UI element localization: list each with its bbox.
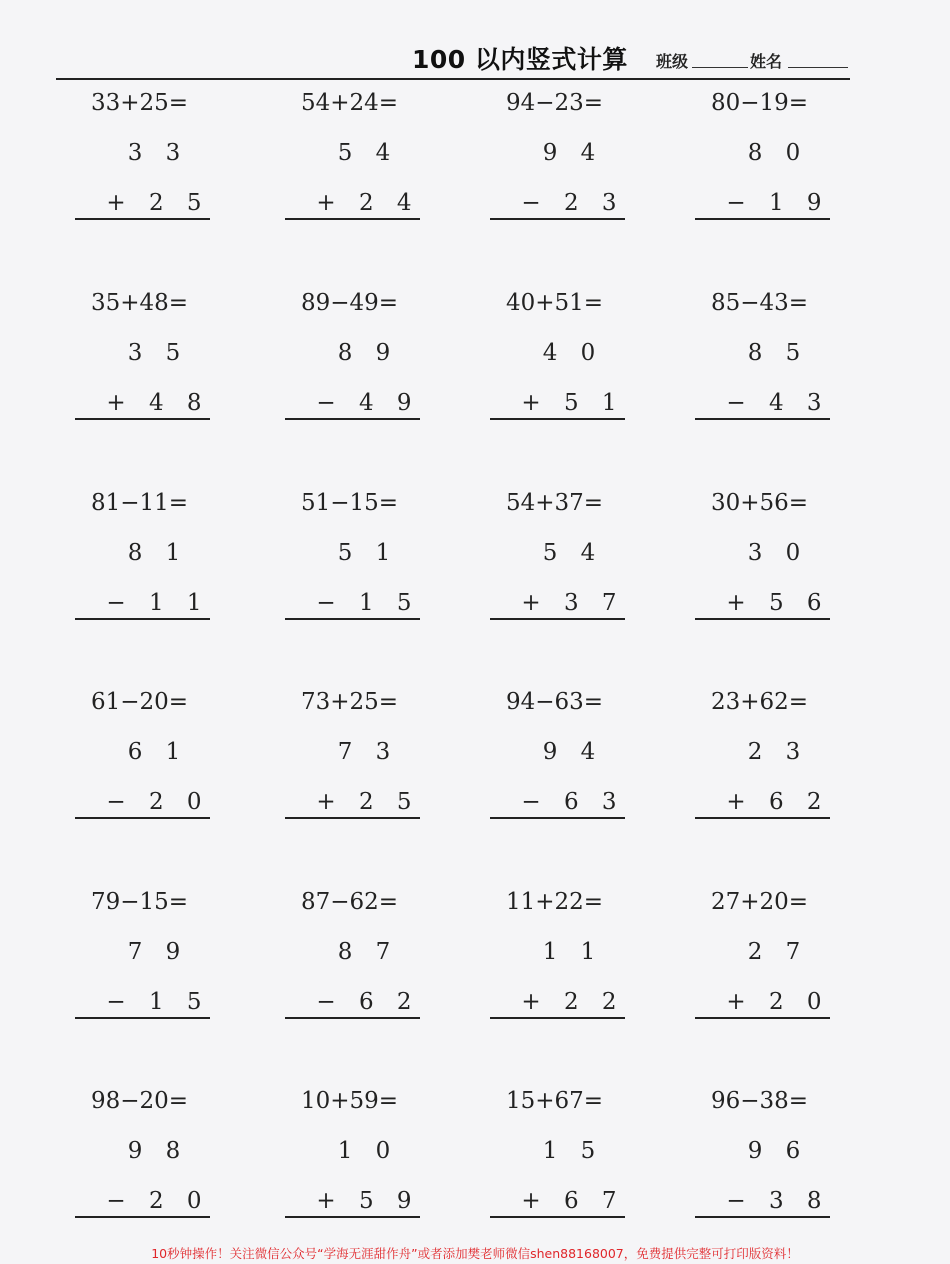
vertical-operator-number: − 1 5 — [106, 989, 210, 1015]
vertical-operator-number: + 5 1 — [521, 390, 625, 416]
problem-18 — [285, 889, 465, 1039]
answer-line — [285, 218, 420, 220]
vertical-top-number: 8 5 — [747, 340, 809, 366]
vertical-top-number: 1 5 — [542, 1138, 604, 1164]
vertical-top-number: 5 1 — [337, 540, 399, 566]
problem-21 — [75, 1088, 255, 1238]
problem-equation: 15+67= — [506, 1088, 604, 1114]
problem-equation: 79−15= — [91, 889, 189, 915]
answer-line — [285, 1216, 420, 1218]
problem-equation: 89−49= — [301, 290, 399, 316]
vertical-operator-number: − 4 9 — [316, 390, 420, 416]
vertical-operator-number: − 2 0 — [106, 1188, 210, 1214]
problem-2 — [285, 90, 465, 240]
problem-equation: 94−23= — [506, 90, 604, 116]
problem-4 — [695, 90, 875, 240]
answer-line — [75, 1017, 210, 1019]
problem-equation: 54+37= — [506, 490, 604, 516]
vertical-operator-number: − 1 5 — [316, 590, 420, 616]
name-label: 姓名 — [750, 52, 783, 71]
vertical-operator-number: − 6 2 — [316, 989, 420, 1015]
answer-line — [75, 418, 210, 420]
problem-6 — [285, 290, 465, 440]
vertical-top-number: 5 4 — [542, 540, 604, 566]
problem-15 — [490, 689, 670, 839]
answer-line — [75, 618, 210, 620]
problem-24 — [695, 1088, 875, 1238]
answer-line — [490, 817, 625, 819]
problem-equation: 54+24= — [301, 90, 399, 116]
problem-20 — [695, 889, 875, 1039]
problem-1 — [75, 90, 255, 240]
vertical-operator-number: + 6 7 — [521, 1188, 625, 1214]
vertical-operator-number: + 2 5 — [106, 190, 210, 216]
vertical-operator-number: − 3 8 — [726, 1188, 830, 1214]
problem-equation: 73+25= — [301, 689, 399, 715]
problem-14 — [285, 689, 465, 839]
answer-line — [490, 418, 625, 420]
problem-16 — [695, 689, 875, 839]
vertical-operator-number: + 3 7 — [521, 590, 625, 616]
vertical-top-number: 9 4 — [542, 739, 604, 765]
problem-equation: 35+48= — [91, 290, 189, 316]
vertical-top-number: 3 3 — [127, 140, 189, 166]
answer-line — [285, 1017, 420, 1019]
problem-equation: 33+25= — [91, 90, 189, 116]
problem-equation: 80−19= — [711, 90, 809, 116]
answer-line — [695, 418, 830, 420]
vertical-top-number: 7 3 — [337, 739, 399, 765]
problem-10 — [285, 490, 465, 640]
problem-equation: 23+62= — [711, 689, 809, 715]
answer-line — [695, 1216, 830, 1218]
problem-13 — [75, 689, 255, 839]
vertical-operator-number: + 6 2 — [726, 789, 830, 815]
vertical-top-number: 3 5 — [127, 340, 189, 366]
problem-equation: 30+56= — [711, 490, 809, 516]
problem-equation: 11+22= — [506, 889, 604, 915]
vertical-operator-number: + 2 4 — [316, 190, 420, 216]
problem-equation: 40+51= — [506, 290, 604, 316]
answer-line — [75, 817, 210, 819]
problem-23 — [490, 1088, 670, 1238]
vertical-operator-number: + 2 0 — [726, 989, 830, 1015]
answer-line — [695, 618, 830, 620]
problem-equation: 61−20= — [91, 689, 189, 715]
vertical-operator-number: − 2 0 — [106, 789, 210, 815]
vertical-top-number: 4 0 — [542, 340, 604, 366]
vertical-operator-number: + 5 6 — [726, 590, 830, 616]
footer-notice: 10秒钟操作！关注微信公众号“学海无涯甜作舟”或者添加樊老师微信shen88168007，免费提供完整可打印版资料！ — [151, 1246, 799, 1261]
answer-line — [695, 817, 830, 819]
problem-equation: 98−20= — [91, 1088, 189, 1114]
problem-equation: 87−62= — [301, 889, 399, 915]
vertical-top-number: 2 7 — [747, 939, 809, 965]
problem-equation: 85−43= — [711, 290, 809, 316]
vertical-operator-number: + 5 9 — [316, 1188, 420, 1214]
page-title: 100 以内竖式计算 — [412, 45, 628, 74]
vertical-top-number: 9 4 — [542, 140, 604, 166]
answer-line — [490, 218, 625, 220]
vertical-top-number: 8 9 — [337, 340, 399, 366]
vertical-operator-number: + 2 2 — [521, 989, 625, 1015]
problem-7 — [490, 290, 670, 440]
vertical-operator-number: − 4 3 — [726, 390, 830, 416]
vertical-operator-number: + 2 5 — [316, 789, 420, 815]
vertical-top-number: 8 7 — [337, 939, 399, 965]
vertical-operator-number: − 2 3 — [521, 190, 625, 216]
vertical-top-number: 6 1 — [127, 739, 189, 765]
answer-line — [285, 618, 420, 620]
problem-8 — [695, 290, 875, 440]
vertical-top-number: 1 1 — [542, 939, 604, 965]
problem-equation: 10+59= — [301, 1088, 399, 1114]
problem-3 — [490, 90, 670, 240]
answer-line — [285, 817, 420, 819]
problem-equation: 51−15= — [301, 490, 399, 516]
answer-line — [490, 1017, 625, 1019]
vertical-top-number: 1 0 — [337, 1138, 399, 1164]
answer-line — [75, 218, 210, 220]
vertical-operator-number: + 4 8 — [106, 390, 210, 416]
answer-line — [490, 1216, 625, 1218]
vertical-top-number: 9 8 — [127, 1138, 189, 1164]
problem-19 — [490, 889, 670, 1039]
vertical-top-number: 2 3 — [747, 739, 809, 765]
problem-11 — [490, 490, 670, 640]
vertical-top-number: 8 1 — [127, 540, 189, 566]
answer-line — [490, 618, 625, 620]
vertical-top-number: 5 4 — [337, 140, 399, 166]
problem-12 — [695, 490, 875, 640]
vertical-top-number: 9 6 — [747, 1138, 809, 1164]
problem-equation: 96−38= — [711, 1088, 809, 1114]
answer-line — [695, 218, 830, 220]
problem-equation: 27+20= — [711, 889, 809, 915]
problem-equation: 94−63= — [506, 689, 604, 715]
vertical-operator-number: − 1 1 — [106, 590, 210, 616]
answer-line — [285, 418, 420, 420]
problem-17 — [75, 889, 255, 1039]
problem-equation: 81−11= — [91, 490, 189, 516]
problem-9 — [75, 490, 255, 640]
answer-line — [695, 1017, 830, 1019]
answer-line — [75, 1216, 210, 1218]
problem-5 — [75, 290, 255, 440]
class-label: 班级 — [656, 52, 689, 71]
vertical-top-number: 8 0 — [747, 140, 809, 166]
vertical-top-number: 3 0 — [747, 540, 809, 566]
vertical-operator-number: − 1 9 — [726, 190, 830, 216]
vertical-top-number: 7 9 — [127, 939, 189, 965]
vertical-operator-number: − 6 3 — [521, 789, 625, 815]
problem-22 — [285, 1088, 465, 1238]
